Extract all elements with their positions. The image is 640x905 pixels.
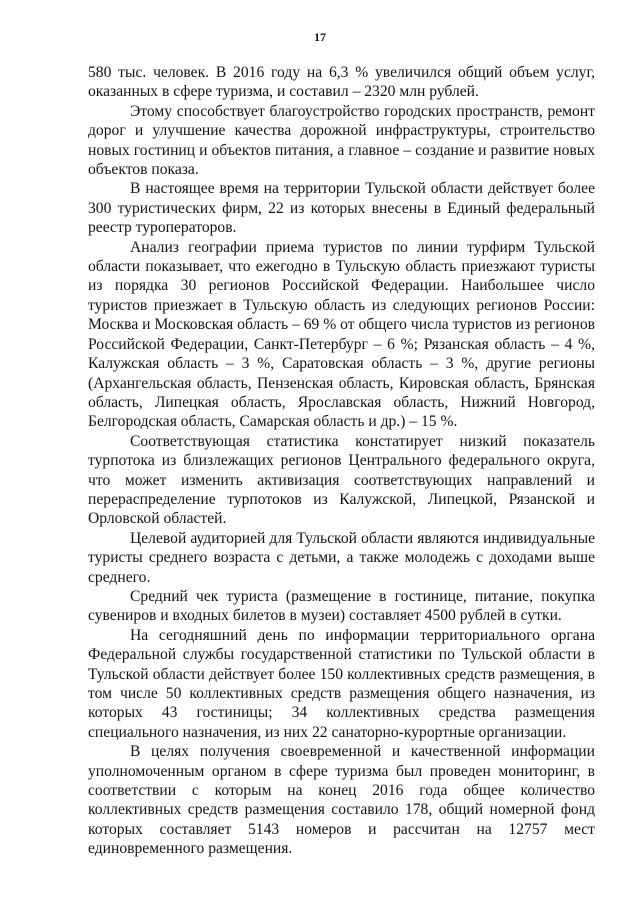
- paragraph-target-audience: Целевой аудиторией для Тульской области являются индивидуальные туристы среднего возраста с детьми, а также молодежь с доходами выше среднего.: [88, 529, 595, 586]
- paragraph-continuation: 580 тыс. человек. В 2016 году на 6,3 % увеличился общий объем услуг, оказанных в сфере туризма, и составил – 2320 млн рублей.: [88, 64, 595, 101]
- paragraph-geography: Анализ географии приема туристов по линии турфирм Тульской области показывает, что ежегодно в Тульскую область приезжают туристы из порядка 30 регионов Российской Федерации. Наибольшее число туристов приезжает в Тульскую область из следующих регионов России: Москва и Московская область – 69 % от общего числа туристов из регионов Российской Федерации, Санкт-Петербург – 6 %; Рязанская область – 4 %, Калужская область – 3 %, Саратовская область – 3 %, другие регионы (Архангельская область, Пензенская область, Кировская область, Брянская область, Липецкая область, Ярославская область, Нижний Новгород, Белгородская область, Самарская область и др.) – 15 %.: [88, 238, 595, 431]
- body-text: [88, 63, 595, 859]
- paragraph-accommodation: На сегодняшний день по информации территориального органа Федеральной службы государственной статистики по Тульской области в Тульской области действует более 150 коллективных средств размещения, в том числе 50 коллективных средств размещения общего назначения, из которых 43 гостиницы; 34 коллективных средства размещения специального назначения, из них 22 санаторно-курортные организации.: [88, 626, 595, 741]
- paragraph-infrastructure: Этому способствует благоустройство городских пространств, ремонт дорог и улучшение качества дорожной инфраструктуры, строительство новых гостиниц и объектов питания, а главное – создание и развитие новых объектов показа.: [88, 102, 595, 179]
- paragraph-monitoring: В целях получения своевременной и качественной информации уполномоченным органом в сфере туризма был проведен мониторинг, в соответствии с которым на конец 2016 года общее количество коллективных средств размещения составило 178, общий номерной фонд которых составляет 5143 номеров и рассчитан на 12757 мест единовременного размещения.: [88, 743, 595, 858]
- paragraph-average-check: Средний чек туриста (размещение в гостинице, питание, покупка сувениров и входных билетов в музеи) составляет 4500 рублей в сутки.: [88, 587, 595, 625]
- paragraph-statistics: Соответствующая статистика констатирует низкий показатель турпотока из близлежащих регионов Центрального федерального округа, что может изменить активизация соответствующих направлений и перераспределение турпотоков из Калужской, Липецкой, Рязанской и Орловской областей.: [88, 432, 595, 528]
- page-number: 17: [314, 30, 326, 44]
- paragraph-tour-firms: В настоящее время на территории Тульской области действует более 300 туристических фирм, 22 из которых внесены в Единый федеральный реестр туроператоров.: [88, 180, 595, 237]
